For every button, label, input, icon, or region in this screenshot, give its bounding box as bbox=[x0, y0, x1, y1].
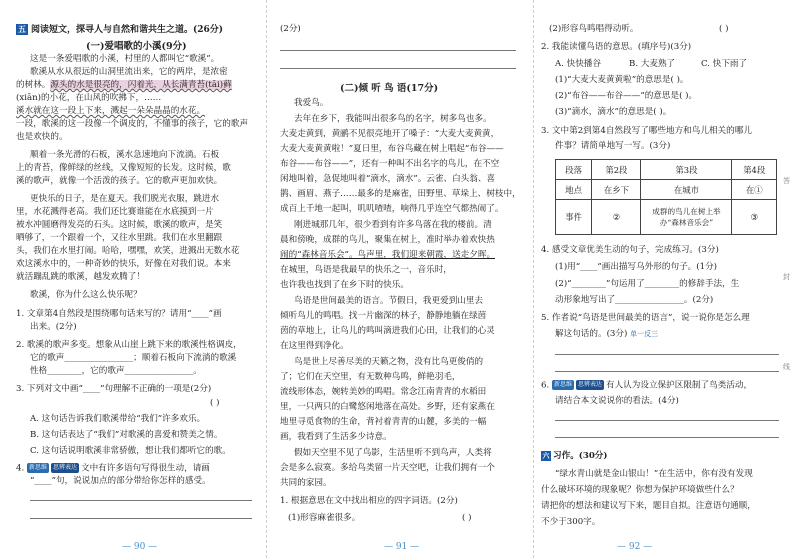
p2-line: 了；它们在天空里，有无数种鸟鸣，鲜艳羽毛， bbox=[280, 372, 461, 382]
p2-line: 鸟是世上尽善尽美的天籁之物，没有比鸟更俊俏的 bbox=[294, 357, 484, 367]
question-2: 2. 我能读懂鸟语的意思。(填序号)(3分) bbox=[541, 42, 692, 52]
answer-line[interactable] bbox=[555, 371, 779, 372]
essay-line: 请把你的想法和建议写下来，题目自拟。注意语句通顺， bbox=[541, 501, 756, 511]
table-cell: 在乡下 bbox=[592, 180, 641, 200]
option-c: C. 快下雨了 bbox=[701, 59, 748, 69]
section-title: 阅读短文，探寻人与自然和谐共生之道。(26分) bbox=[31, 25, 224, 35]
p2-line: 刚进城那几年，很少看到有许多鸟落在我的楼前。清 bbox=[294, 220, 492, 230]
p2-line: 大麦走黄到，黄鹂不见很亮地开了嗓子：“大麦大麦黄黄， bbox=[280, 129, 500, 139]
question-2-cont[interactable]: 性格________，它的歌声________________。 bbox=[30, 366, 202, 376]
reasoning-tag: 思辨表达 bbox=[52, 464, 77, 471]
p1-line: (xiān)的小花，在山风的吹拂下，…… bbox=[16, 93, 162, 103]
passage-question: 歌溪，你为什么这么快乐呢？ bbox=[30, 290, 142, 300]
p1-line wave-sentence: 溪水就在这一段上下来，溅起一朵朵晶晶的水花。 bbox=[16, 106, 206, 116]
p2-line: 鸟语是世间最美的语言。节假日，我更爱到山里去 bbox=[294, 296, 484, 306]
p2-line: 里，一只两只的白鹭悠闲地落在高处。乡野，还有家燕在 bbox=[280, 402, 495, 412]
essay-line: “绿水青山就是金山银山！”在生活中，你有没有发现 bbox=[555, 469, 753, 479]
p2-line: 去年在乡下，我能叫出很多鸟的名字，树多鸟也多。 bbox=[294, 114, 492, 124]
question-4: 4. 感受文章优美生动的句子，完成练习。(3分) bbox=[541, 245, 719, 255]
side-label: 封 bbox=[783, 273, 790, 281]
side-label: 线 bbox=[783, 363, 790, 371]
option-b: B. 大麦熟了 bbox=[629, 59, 676, 69]
answer-line[interactable] bbox=[30, 518, 252, 519]
p1-line: 歌溪从水从很远的山洞里流出来，它的两岸，是浓密 bbox=[30, 67, 228, 77]
p2-line: 会是多么寂寞。多给鸟类留一片天空吧，让我们拥有一个 bbox=[280, 463, 495, 473]
question-3: 3. 文中第2到第4自然段写了哪些地方和鸟儿相关的哪儿 bbox=[541, 126, 752, 136]
p1-line: 顺着一条光滑的石板，溪水急速地向下流淌。石板 bbox=[30, 150, 220, 160]
p1-line: 溪的歌声，就像一个活泼的孩子。它的歌声更加欢快。 bbox=[16, 176, 223, 186]
p2-line: 晨和傍晚，成群的鸟儿，聚集在树上，准时举办着欢快热 bbox=[280, 235, 495, 245]
table-cell: 成群的鸟儿在树上举办“森林音乐会” bbox=[641, 200, 732, 235]
option-a: A. 快快播谷 bbox=[555, 59, 602, 69]
p1-line: 就活蹦乱跳的歌溪，越发欢腾了！ bbox=[16, 272, 145, 282]
top-score: (2分) bbox=[280, 24, 301, 34]
p2-line: 茵的草地上，让鸟儿的鸣叫滴进我们心田，让我们的心灵 bbox=[280, 326, 495, 336]
question-3: 3. 下列对文中画“____”句理解不正确的一项是(2分) bbox=[16, 384, 212, 394]
related-link[interactable]: 单一反三 bbox=[630, 330, 659, 338]
option-c: C. 这句话说明歌溪非常骄傲，想让我们都听它的歌。 bbox=[30, 446, 231, 456]
p1-line: 一段，歌溪的这一段像一个调皮的，不懂事的孩子，它的歌声 bbox=[16, 119, 249, 129]
table-cell: 第2段 bbox=[592, 160, 641, 180]
answer-paren[interactable]: ( ) bbox=[210, 398, 220, 408]
table-row bbox=[556, 160, 777, 180]
option-a: A. 这句话告诉我们歌溪带给“我们”许多欢乐。 bbox=[30, 414, 206, 424]
p2-line: 在这里得到净化。 bbox=[280, 341, 349, 351]
p2-line: 也许我也找到了在乡下时的快乐。 bbox=[280, 280, 409, 290]
table-row bbox=[556, 200, 777, 235]
p1-line: 头，我们在水里打闹。哈哈，嘿嘿，欢笑，进溅出无数水花 bbox=[16, 246, 240, 256]
p2-line: 鹊、画眉、燕子……最多的是麻雀，田野里、草垛上、树枝中， bbox=[280, 189, 521, 199]
p2-line: 假如天空里不见了鸟影，生活里听不到鸟声，人类将 bbox=[294, 448, 492, 458]
table-cell: 事件 bbox=[556, 200, 592, 235]
question-4-b[interactable]: (2)“________”句运用了________的修辞手法，生 bbox=[555, 279, 740, 289]
answer-paren[interactable]: ( ) bbox=[719, 24, 729, 34]
p2-line: 在城里，鸟语是我最早的快乐之一，音乐时， bbox=[280, 265, 452, 275]
table-cell[interactable]: ③ bbox=[732, 200, 777, 235]
page-92 bbox=[533, 0, 800, 558]
section-badge: 六 bbox=[542, 451, 550, 460]
table-cell: 段落 bbox=[556, 160, 592, 180]
page-number: — 91 — bbox=[384, 542, 420, 552]
answer-line[interactable] bbox=[555, 420, 779, 421]
answer-line[interactable] bbox=[555, 354, 779, 355]
table-row bbox=[556, 180, 777, 200]
answer-paren[interactable]: ( ) bbox=[462, 513, 472, 523]
question-6: 6. 新思维 思辨表达 有人认为设立保护区限制了鸟类活动， bbox=[541, 380, 753, 391]
p2-line: 大麦大麦黄黄啦！”夏日里，布谷鸟藏在树上唱起“布谷—— bbox=[280, 144, 504, 154]
question-4: 4. 新思维 思辨表达 文中有许多语句写得很生动，请画 bbox=[16, 463, 210, 474]
p1-line: 的树林。源头的水是很亮的，闪着光，从长满青苔(tāi)藓 bbox=[16, 80, 232, 90]
section-badge: 五 bbox=[18, 24, 26, 34]
p2-line: 布谷——布谷——”，还有一种叫不出名字的鸟儿，在不空 bbox=[280, 159, 500, 169]
p1-line: 被水冲圆磨得发亮的石头。这时候，歌溪的歌声，是笑 bbox=[16, 220, 223, 230]
p2-line: 共同的家园。 bbox=[280, 478, 332, 488]
q2-item-1[interactable]: (1)“大麦大麦黄黄啦”的意思是( )。 bbox=[555, 75, 689, 85]
question-4-c[interactable]: 动形象地写出了________________。(2分) bbox=[555, 295, 714, 305]
passage1-title: (一)爱唱歌的小溪(9分) bbox=[86, 41, 187, 52]
page-number: — 90 — bbox=[122, 542, 158, 552]
p1-line: 上的青苔，像鲜绿的丝线，又像短短的长发。这时候，歌 bbox=[16, 163, 231, 173]
p1-line: 这是一条爱唱歌的小溪，村里的人都叫它“歌溪”。 bbox=[30, 54, 220, 64]
p2-line: 成百上千地一起叫，叽叽喳喳，响得几乎连空气都热闹了。 bbox=[280, 204, 504, 214]
p1-line: 更快乐的日子，是在夏天。我们脱光衣服，跳进水 bbox=[30, 194, 220, 204]
question-5-cont: 解这句话的。(3分) 单一反三 bbox=[555, 329, 659, 339]
p1-line: 晒够了，一个跟着一个，又往水里跳。我们在水里翻跟 bbox=[16, 233, 223, 243]
option-b: B. 这句话表达了“我们”对歌溪的喜爱和赞美之情。 bbox=[30, 430, 223, 440]
table-cell: 在城市 bbox=[641, 180, 732, 200]
question-1-cont: 出来。(2分) bbox=[30, 322, 77, 332]
table-cell: 地点 bbox=[556, 180, 592, 200]
side-label: 答 bbox=[783, 177, 790, 185]
question-2: 2. 歌溪的歌声多变。想象从山崖上跳下来的歌溪性格调皮， bbox=[16, 340, 242, 350]
p1-line: 里，水花溅得老高。我们还比赛谁能在水底摸到一片 bbox=[16, 207, 214, 217]
q2-item-3[interactable]: (3)“滴水，滴水”的意思是( )。 bbox=[555, 107, 672, 117]
table-cell[interactable]: 在① bbox=[732, 180, 777, 200]
question-6-cont: 请结合本文说说你的看法。(4分) bbox=[555, 396, 679, 406]
page-91 bbox=[266, 0, 533, 558]
reasoning-tag: 思辨表达 bbox=[577, 381, 602, 388]
p2-line: 流线形体态，婉转美妙的鸣唱。常念江南青青的水稻田 bbox=[280, 387, 487, 397]
question-1: 1. 文章第4自然段是围绕哪句话来写的？请用“____”画 bbox=[16, 309, 222, 319]
p2-line: 闹的“森林音乐会”。鸟声里，我们迎来朝霞，送走夕晖。 bbox=[280, 250, 496, 260]
p2-line: 我爱鸟。 bbox=[294, 98, 329, 108]
answer-line[interactable] bbox=[280, 50, 516, 51]
question-1-b: (2)形容鸟鸣唱得动听。 bbox=[549, 24, 639, 34]
answer-line[interactable] bbox=[555, 437, 779, 438]
essay-line: 不少于300字。 bbox=[541, 517, 601, 527]
events-table bbox=[555, 159, 777, 235]
table-cell: 第4段 bbox=[732, 160, 777, 180]
p2-line: 画，我看到了生活多少诗意。 bbox=[280, 432, 392, 442]
p2-line: 闲地叫着，急促地叫着“滴水，滴水”。云雀、白头翁、喜 bbox=[280, 174, 496, 184]
p1-line: 也是欢快的。 bbox=[16, 132, 68, 142]
question-3-cont: 件事？请简单地写一写。(3分) bbox=[555, 141, 671, 151]
answer-line[interactable] bbox=[30, 500, 252, 501]
answer-line[interactable] bbox=[280, 68, 516, 69]
p2-line: 倾听鸟儿的鸣唱。找一片幽深的林子，静静地躺在绿茵 bbox=[280, 311, 487, 321]
question-1: 1. 根据意思在文中找出相应的四字词语。(2分) bbox=[280, 496, 458, 506]
p2-line: 地里寻觅食物的生命，背衬着青青的山麓，多美的一幅 bbox=[280, 417, 487, 427]
table-cell[interactable]: ② bbox=[592, 200, 641, 235]
question-5: 5. 作者说“鸟语是世间最美的语言”，说一说你是怎么理 bbox=[541, 313, 750, 323]
q2-item-2[interactable]: (2)“布谷——布谷——”的意思是( )。 bbox=[555, 91, 698, 101]
passage2-title: (二)倾 听 鸟 语(17分) bbox=[340, 83, 439, 94]
highlight-sentence: 源头的水是很亮的，闪着光，从长满青苔(tāi)藓 bbox=[50, 80, 232, 90]
page-number: — 92 — bbox=[617, 542, 653, 552]
essay-line: 什么破坏环境的现象呢？你想为保护环境做些什么？ bbox=[541, 485, 739, 495]
question-2-cont[interactable]: 它的歌声________________；顺着石板向下流淌的歌溪 bbox=[30, 353, 237, 363]
question-4-a[interactable]: (1)用“____”画出描写乌外形的句子。(1分) bbox=[555, 262, 718, 272]
new-thinking-tag: 新思维 bbox=[553, 381, 572, 388]
section-six-heading: 六 习作。(30分) bbox=[542, 451, 608, 461]
section-five-heading bbox=[16, 22, 223, 35]
question-1-a: (1)形容麻雀很多。 bbox=[288, 513, 361, 523]
new-thinking-tag: 新思维 bbox=[28, 464, 47, 471]
page-90 bbox=[0, 0, 266, 558]
table-cell: 第3段 bbox=[641, 160, 732, 180]
question-4-cont: “____”句，说说加点的部分带给你怎样的感受。 bbox=[30, 476, 211, 486]
p1-line: 欢这溪水中的，一种奇妙的快乐，好像在对我们说。本来 bbox=[16, 259, 231, 269]
